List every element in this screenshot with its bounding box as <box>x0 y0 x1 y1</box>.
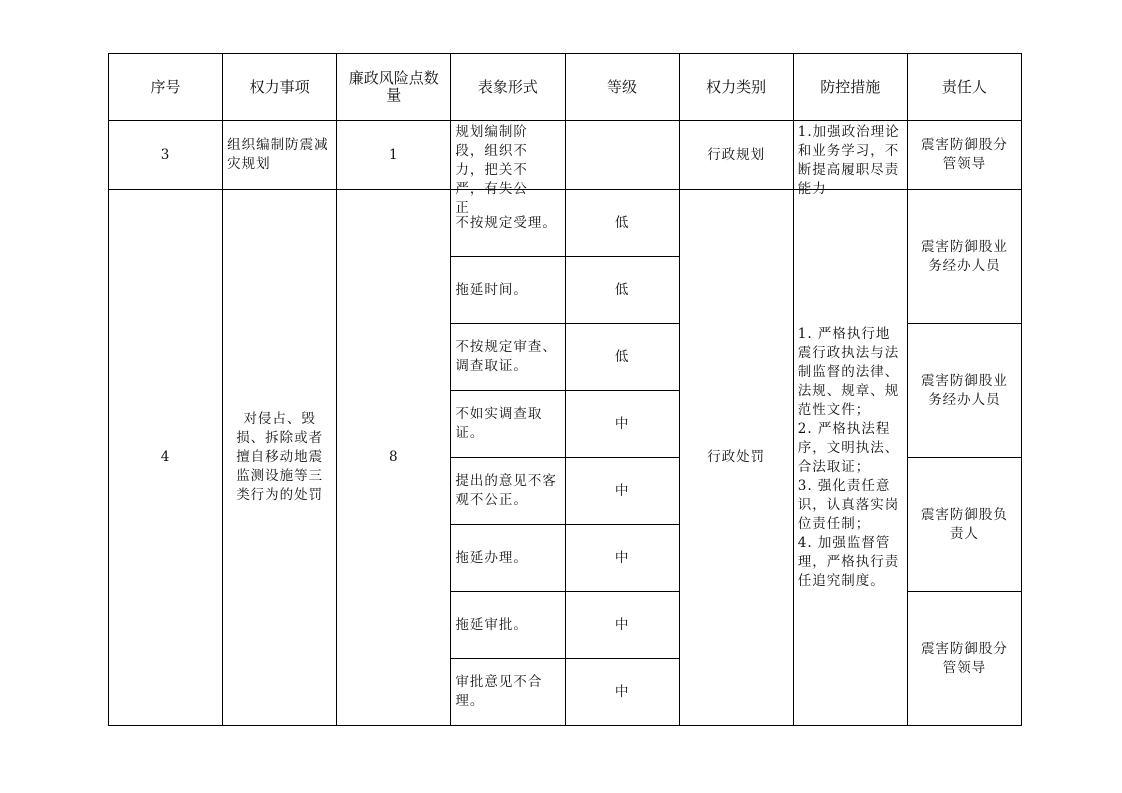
row4-level-5: 中 <box>565 458 679 525</box>
row4-level-6: 中 <box>565 525 679 592</box>
row3-form-text: 规划编制阶段，组织不力，把关不严，有失公正 <box>455 124 528 216</box>
header-seq: 序号 <box>109 54 223 121</box>
header-level: 等级 <box>565 54 679 121</box>
row4-measures-text: 1. 严格执行地震行政执法与法制监督的法律、法规、规章、规范性文件； 2. 严格执法程序，文明执法、合法取证； 3. 强化责任意识，认真落实岗位责任制； 4. 加强监督管理，严格执行责任追究制度。 <box>797 325 900 589</box>
row4-form-8: 审批意见不合理。 <box>451 659 565 726</box>
row4-level-1: 低 <box>565 190 679 257</box>
row3-level <box>565 121 679 190</box>
row4-category: 行政处罚 <box>679 190 793 726</box>
row3-form <box>451 121 565 216</box>
row4-level-4: 中 <box>565 391 679 458</box>
risk-table-sheet <box>108 53 1022 720</box>
header-item: 权力事项 <box>223 54 337 121</box>
row4-form-3: 不按规定审查、调查取证。 <box>451 324 565 391</box>
table-row-4 <box>109 190 1022 257</box>
header-category: 权力类别 <box>679 54 793 121</box>
row3-item <box>223 121 337 190</box>
row4-seq: 4 <box>109 190 223 726</box>
row4-person-2: 震害防御股业务经办人员 <box>907 324 1021 458</box>
row3-count: 1 <box>337 121 451 190</box>
header-count-label: 廉政风险点数量 <box>348 69 439 104</box>
row4-measures <box>793 190 907 726</box>
row3-measures-text: 1.加强政治理论和业务学习，不断提高履职尽责能力 <box>797 124 900 197</box>
header-person: 责任人 <box>907 54 1021 121</box>
row4-level-8: 中 <box>565 659 679 726</box>
row4-person-1: 震害防御股业务经办人员 <box>907 190 1021 324</box>
row4-form-6: 拖延办理。 <box>451 525 565 592</box>
row4-form-7: 拖延审批。 <box>451 592 565 659</box>
row4-level-2: 低 <box>565 257 679 324</box>
header-count <box>337 54 451 121</box>
row3-person: 震害防御股分管领导 <box>907 121 1021 190</box>
header-form: 表象形式 <box>451 54 565 121</box>
row4-form-5: 提出的意见不客观不公正。 <box>451 458 565 525</box>
table-row-3 <box>109 121 1022 190</box>
row3-category: 行政规划 <box>679 121 793 190</box>
row4-form-1: 不按规定受理。 <box>451 190 565 257</box>
row4-count: 8 <box>337 190 451 726</box>
row3-item-text: 组织编制防震减灾规划 <box>227 137 329 172</box>
header-row <box>109 54 1022 121</box>
row4-form-4: 不如实调查取证。 <box>451 391 565 458</box>
row4-level-7: 中 <box>565 592 679 659</box>
header-measures: 防控措施 <box>793 54 907 121</box>
row3-seq: 3 <box>109 121 223 190</box>
row4-person-4: 震害防御股分管领导 <box>907 592 1021 726</box>
row4-form-2: 拖延时间。 <box>451 257 565 324</box>
row4-level-3: 低 <box>565 324 679 391</box>
row4-item: 对侵占、毁损、拆除或者擅自移动地震监测设施等三类行为的处罚 <box>223 190 337 726</box>
row3-measures <box>793 121 907 197</box>
row4-person-3: 震害防御股负责人 <box>907 458 1021 592</box>
risk-table <box>108 53 1022 726</box>
